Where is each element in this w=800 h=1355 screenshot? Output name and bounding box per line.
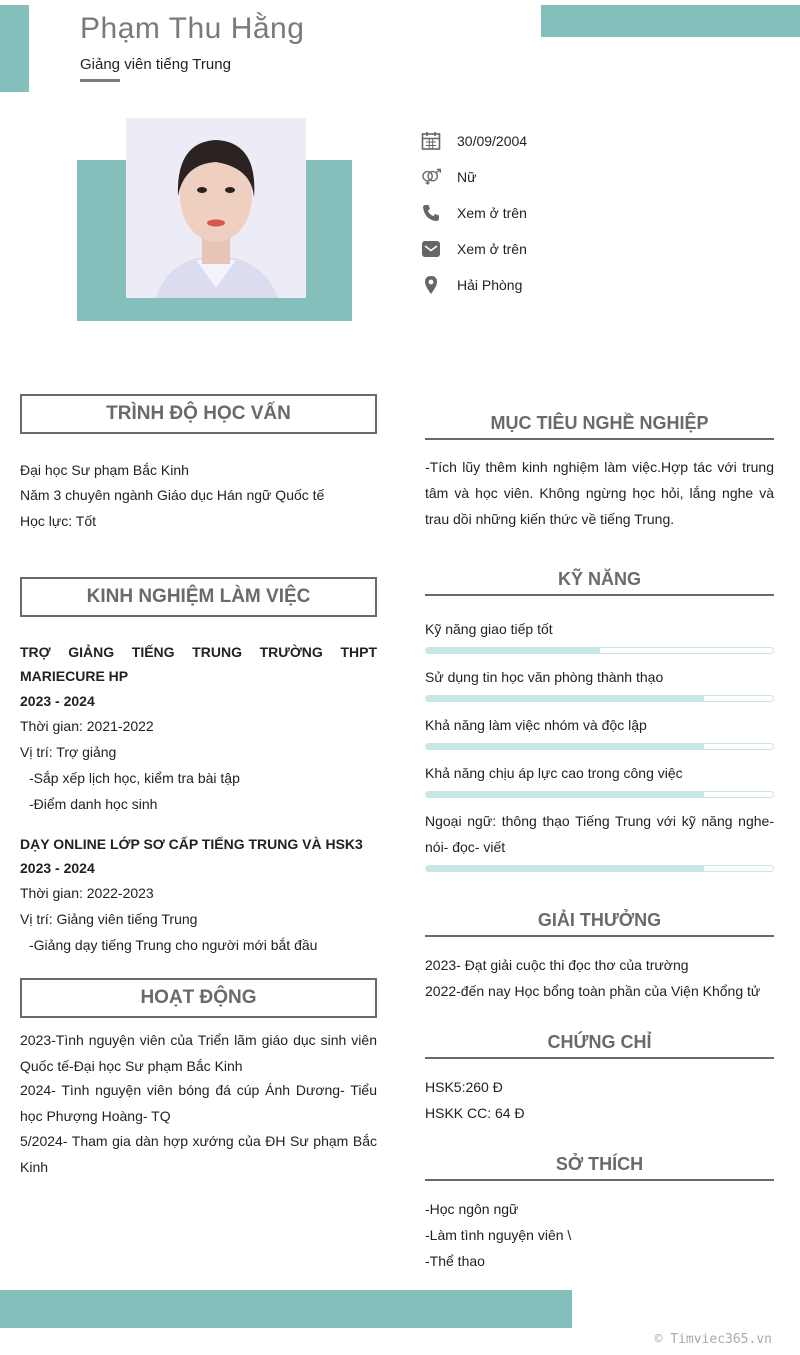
job-position-2: Vị trí: Giảng viên tiếng Trung <box>20 911 198 927</box>
skill-label: Khả năng làm việc nhóm và độc lập <box>425 717 647 733</box>
contact-birthdate <box>420 129 528 153</box>
job-period-2: 2023 - 2024 <box>20 860 95 876</box>
contact-location <box>420 273 523 297</box>
location-icon <box>420 274 442 296</box>
skill-bar <box>425 647 774 654</box>
skill-bar-fill <box>426 648 600 653</box>
award-item: 2022-đến nay Học bổng toàn phần của Viện Khổng tử <box>425 983 761 999</box>
contact-phone <box>420 201 527 225</box>
gender-text: Nữ <box>457 169 477 185</box>
candidate-name: Phạm Thu Hằng <box>80 12 305 45</box>
job-task: -Điểm danh học sinh <box>29 796 158 812</box>
awards-heading: GIẢI THƯỞNG <box>425 910 774 937</box>
skill-bar-fill <box>426 866 704 871</box>
job-period-1: 2023 - 2024 <box>20 693 95 709</box>
copyright-text: © Timviec365.vn <box>654 1332 772 1347</box>
title-underline <box>80 79 120 82</box>
contact-gender <box>420 165 477 189</box>
skill-label: Kỹ năng giao tiếp tốt <box>425 621 553 637</box>
location-text: Hải Phòng <box>457 277 523 293</box>
education-line: Học lực: Tốt <box>20 513 97 529</box>
left-accent-band <box>0 5 29 92</box>
gender-icon <box>420 166 442 188</box>
activity-item: 2023-Tình nguyện viên của Triển lãm giáo dục sinh viên Quốc tế-Đại học Sư phạm Bắc Kinh <box>20 1032 377 1074</box>
job-title: Giảng viên tiếng Trung <box>80 56 231 73</box>
hobby-item: -Làm tình nguyện viên \ <box>425 1227 572 1243</box>
objective-heading: MỤC TIÊU NGHỀ NGHIỆP <box>425 413 774 440</box>
skill-label: Sử dụng tin học văn phòng thành thạo <box>425 669 664 685</box>
skill-bar <box>425 743 774 750</box>
skill-label: Ngoại ngữ: thông thạo Tiếng Trung với kỹ năng nghe- nói- đọc- viết <box>425 813 774 855</box>
footer-accent-band <box>0 1290 572 1328</box>
skills-heading: KỸ NĂNG <box>425 569 774 596</box>
certificates-heading: CHỨNG CHỈ <box>425 1032 774 1059</box>
certificate-item: HSKK CC: 64 Đ <box>425 1105 525 1121</box>
job-task: -Giảng dạy tiếng Trung cho người mới bắt đầu <box>29 937 318 953</box>
calendar-icon <box>420 130 442 152</box>
education-line: Năm 3 chuyên ngành Giáo dục Hán ngữ Quốc tế <box>20 487 325 503</box>
skill-bar-fill <box>426 696 704 701</box>
skill-bar <box>425 791 774 798</box>
skill-bar-fill <box>426 792 704 797</box>
job-position-1: Vị trí: Trợ giảng <box>20 744 117 760</box>
job-time-1: Thời gian: 2021-2022 <box>20 718 154 734</box>
email-text: Xem ở trên <box>457 241 527 257</box>
phone-icon <box>420 202 442 224</box>
skill-bar <box>425 865 774 872</box>
activity-item: 2024- Tình nguyện viên bóng đá cúp Ánh Dương- Tiểu học Phượng Hoàng- TQ <box>20 1082 377 1124</box>
birthdate-text: 30/09/2004 <box>457 133 528 149</box>
profile-photo <box>126 118 306 298</box>
email-icon <box>420 238 442 260</box>
job-title-2: DẠY ONLINE LỚP SƠ CẤP TIẾNG TRUNG VÀ HSK3 <box>20 836 363 852</box>
education-line: Đại học Sư phạm Bắc Kinh <box>20 462 189 478</box>
skill-bar-fill <box>426 744 704 749</box>
award-item: 2023- Đạt giải cuộc thi đọc thơ của trường <box>425 957 689 973</box>
job-task: -Sắp xếp lịch học, kiểm tra bài tập <box>29 770 240 786</box>
hobby-item: -Học ngôn ngữ <box>425 1201 519 1217</box>
skill-bar <box>425 695 774 702</box>
skill-label: Khả năng chịu áp lực cao trong công việc <box>425 765 683 781</box>
job-title-1: TRỢ GIẢNG TIẾNG TRUNG TRƯỜNG THPT MARIECURE HP <box>20 644 377 684</box>
education-heading: TRÌNH ĐỘ HỌC VẤN <box>20 394 377 434</box>
contact-email <box>420 237 527 261</box>
activities-heading: HOẠT ĐỘNG <box>20 978 377 1018</box>
experience-heading: KINH NGHIỆM LÀM VIỆC <box>20 577 377 617</box>
certificate-item: HSK5:260 Đ <box>425 1079 503 1095</box>
hobby-item: -Thể thao <box>425 1253 485 1269</box>
objective-text: -Tích lũy thêm kinh nghiệm làm việc.Hợp tác với trung tâm và học viên. Không ngừng học hỏi, lắng nghe và trau dồi những kiến thức về tiếng Trung. <box>425 459 774 527</box>
top-right-accent-band <box>541 5 800 37</box>
hobbies-heading: SỞ THÍCH <box>425 1154 774 1181</box>
phone-text: Xem ở trên <box>457 205 527 221</box>
activity-item: 5/2024- Tham gia dàn hợp xướng của ĐH Sư phạm Bắc Kinh <box>20 1133 377 1175</box>
job-time-2: Thời gian: 2022-2023 <box>20 885 154 901</box>
